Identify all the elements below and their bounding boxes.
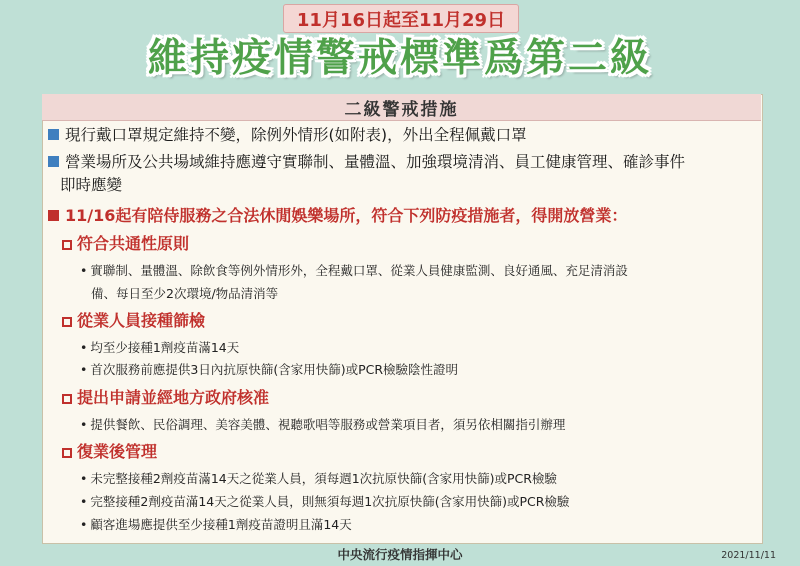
list-item: • 提供餐飲、民俗調理、美容美體、視聽歌唱等服務或營業項目者，須另依相關指引辦理 [80, 414, 750, 436]
list-item: • 首次服務前應提供3日內抗原快篩(含家用快篩)或PCR檢驗陰性證明 [80, 359, 750, 381]
bullet-dot-icon: • [80, 471, 88, 486]
issuer-name: 中央流行疫情指揮中心 [337, 547, 463, 562]
intro-item-text: 即時應變 [60, 176, 123, 194]
list-item: • 未完整接種2劑疫苗滿14天之從業人員，須每週1次抗原快篩(含家用快篩)或PCR檢驗 [80, 468, 750, 490]
date-range-banner: 11月16日起至11月29日 [283, 4, 519, 33]
reopen-heading-text: 11/16起有陪侍服務之合法休閒娛樂場所，符合下列防疫措施者，得開放營業： [65, 206, 628, 225]
list-item: • 顧客進場應提供至少接種1劑疫苗證明且滿14天 [80, 514, 750, 536]
intro-item-venues [48, 151, 754, 174]
intro-item-text: 營業場所及公共場域維持應遵守實聯制、量體溫、加強環境清消、員工健康管理、確診事件 [65, 153, 686, 171]
page-title: 維持疫情警戒標準爲第二級 [147, 36, 652, 81]
bullet-dot-icon: • [80, 517, 88, 532]
intro-item-continuation [60, 174, 766, 197]
group-title-vaccination: 從業人員接種篩檢 [62, 310, 205, 332]
intro-item-text: 現行戴口罩規定維持不變，除例外情形(如附表)，外出全程佩戴口罩 [65, 126, 527, 144]
checkbox-outline-icon [62, 448, 72, 458]
reopen-heading [48, 204, 754, 228]
bullet-dot-icon: • [80, 494, 88, 509]
publish-date: 2021/11/11 [721, 550, 776, 561]
bullet-dot-icon: • [80, 263, 88, 278]
blue-square-icon [48, 129, 59, 140]
checkbox-outline-icon [62, 394, 72, 404]
intro-item-mask [48, 124, 754, 147]
checkbox-outline-icon [62, 317, 72, 327]
group-title-common: 符合共通性原則 [62, 233, 189, 255]
red-square-icon [48, 210, 59, 221]
bullet-dot-icon: • [80, 417, 88, 432]
list-item-continuation: 備、每日至少2次環境/物品清消等 [91, 286, 279, 301]
blue-square-icon [48, 156, 59, 167]
list-item: • 實聯制、量體溫、除飲食等例外情形外，全程戴口罩、從業人員健康監測、良好通風、充足清消設 [80, 260, 750, 282]
group-title-approval: 提出申請並經地方政府核准 [62, 387, 269, 409]
bullet-dot-icon: • [80, 362, 88, 377]
list-item: • 均至少接種1劑疫苗滿14天 [80, 337, 750, 359]
section-header: 二級警戒措施 [42, 94, 761, 121]
list-item: • 完整接種2劑疫苗滿14天之從業人員，則無須每週1次抗原快篩(含家用快篩)或PCR檢驗 [80, 491, 750, 513]
bullet-dot-icon: • [80, 340, 88, 355]
checkbox-outline-icon [62, 240, 72, 250]
group-title-post-reopening: 復業後管理 [62, 441, 157, 463]
